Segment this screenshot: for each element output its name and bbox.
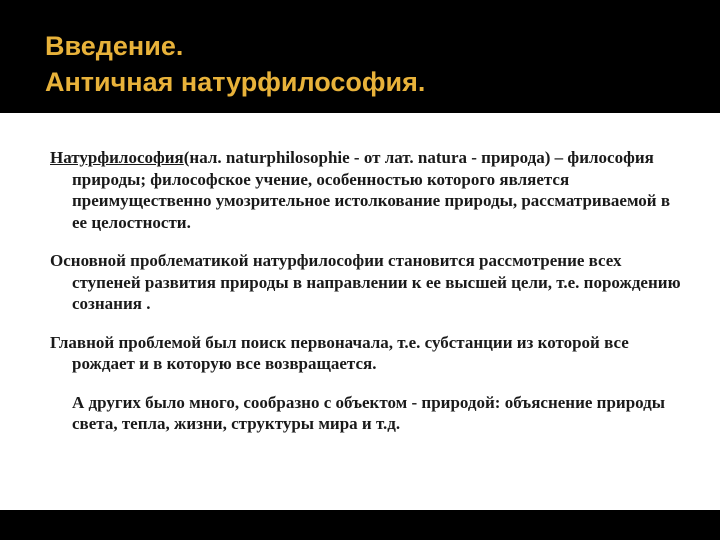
definition-text: (нал. naturphilosophie - от лат. natura - природа) – философия природы; философское учение, особенностью которого является преимущественно умозрительное истолкование природы, рассматриваемой в ее целостности. (72, 148, 671, 232)
slide-title-line-2: Античная натурфилософия. (45, 67, 426, 97)
paragraph-problematics: Основной проблематикой натурфилософии становится рассмотрение всех ступеней развития природы в направлении к ее высшей цели, т.е. порождению сознания . (50, 251, 681, 313)
slide-title-line-1: Введение. (45, 31, 184, 61)
definition-term: Натурфилософия (50, 148, 184, 167)
content-area (0, 113, 720, 510)
bottom-bar (0, 510, 720, 540)
paragraph-main-problem: Главной проблемой был поиск первоначала, т.е. субстанции из которой все рождает и в которую все возвращается. (50, 332, 629, 373)
paragraph-other-problems: А других было много, сообразно с объектом - природой: объяснение природы света, тепла, жизни, структуры мира и т.д. (72, 392, 666, 433)
title-bar (0, 0, 720, 113)
slide-title (45, 28, 425, 100)
slide-body-text (50, 147, 682, 452)
paragraph-definition (50, 147, 682, 233)
